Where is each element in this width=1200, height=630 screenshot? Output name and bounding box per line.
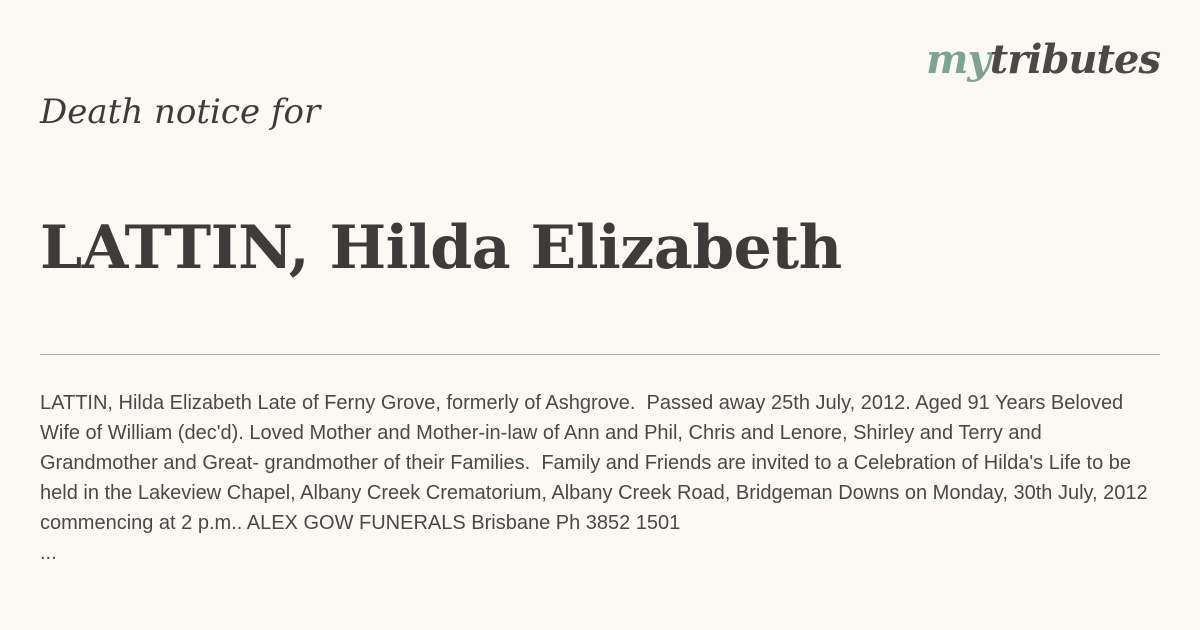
mytributes-logo — [926, 36, 1160, 84]
divider — [40, 354, 1160, 355]
logo-tributes: tributes — [989, 36, 1160, 83]
logo-my: my — [926, 36, 990, 83]
death-notice-kicker: Death notice for — [40, 92, 321, 132]
deceased-name-title: LATTIN, Hilda Elizabeth — [40, 213, 842, 283]
notice-text: LATTIN, Hilda Elizabeth Late of Ferny Grove, formerly of Ashgrove. Passed away 25th July, 2012. Aged 91 Years Beloved Wife of William (dec'd). Loved Mother and Mother-in-law of Ann and Phil, Chris and Lenore, Shirley and Terry and Grandmother and Great- grandmother of their Families. Family and Friends are invited to a Celebration of Hilda's Life to be held in the Lakeview Chapel, Albany Creek Crematorium, Albany Creek Road, Bridgeman Downs on Monday, 30th July, 2012 commencing at 2 p.m.. ALEX GOW FUNERALS Brisbane Ph 3852 1501 ... — [40, 392, 1148, 564]
